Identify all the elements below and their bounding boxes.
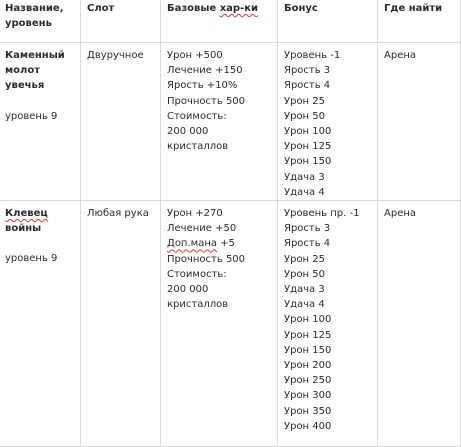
bonus-line: Удача 3 [284, 284, 325, 296]
bonus-line: Ярость 4 [284, 238, 331, 250]
bonus-line: Ярость 3 [284, 65, 331, 77]
bonus-line: Урон 350 [284, 405, 332, 417]
stat-price: 200 000 кристаллов [167, 126, 229, 153]
item-slot: Двуручное [81, 43, 161, 201]
bonus-line: Урон 100 [284, 314, 332, 326]
item-bonus-cell [278, 201, 378, 447]
stat-line: Стоимость: [167, 110, 227, 122]
stat-line: Прочность 500 [167, 95, 246, 107]
bonus-line: Удача 4 [284, 299, 325, 311]
item-location: Арена [378, 43, 461, 201]
bonus-line: Урон 100 [284, 126, 332, 138]
item-name: Клевец войны [5, 208, 48, 235]
item-name-misspelled-word: Клевец [5, 208, 48, 220]
table-header-row [0, 0, 461, 43]
stat-line: Прочность 500 [167, 253, 246, 265]
bonus-line: Урон 25 [284, 253, 326, 265]
stat-line: Лечение +50 [167, 223, 237, 235]
bonus-line: Урон 150 [284, 344, 332, 356]
item-bonus-cell [278, 43, 378, 201]
bonus-line: Урон 300 [284, 390, 332, 402]
stat-line: Лечение +150 [167, 65, 243, 77]
bonus-line: Урон 150 [284, 156, 332, 168]
bonus-line: Урон 125 [284, 329, 332, 341]
header-location: Где найти [378, 0, 461, 43]
bonus-line: Ярость 3 [284, 223, 331, 235]
stat-line: Урон +270 [167, 208, 223, 220]
item-name: Каменный молот увечья [5, 50, 65, 92]
stat-line: Ярость +10% [167, 80, 238, 92]
bonus-line: Удача 3 [284, 171, 325, 183]
bonus-line: Уровень пр. -1 [284, 208, 360, 220]
bonus-line: Урон 250 [284, 375, 332, 387]
table-row [0, 201, 461, 447]
bonus-line: Урон 50 [284, 110, 326, 122]
stat-line: Стоимость: [167, 268, 227, 280]
header-base-stats: Базовые хар-ки [161, 0, 278, 43]
item-slot: Любая рука [81, 201, 161, 447]
bonus-line: Урон 25 [284, 95, 326, 107]
header-bonus: Бонус [278, 0, 378, 43]
header-name-level: Название, уровень [0, 0, 81, 43]
item-level: уровень 9 [5, 253, 58, 265]
bonus-line: Урон 50 [284, 268, 326, 280]
header-slot: Слот [81, 0, 161, 43]
table-row [0, 43, 461, 201]
item-stats-cell [161, 201, 278, 447]
item-name-cell [0, 201, 81, 447]
stat-line: Доп.мана +5 [167, 238, 235, 250]
stat-misspelled-word: Доп.мана [167, 238, 217, 250]
bonus-line: Уровень -1 [284, 50, 341, 61]
stat-price: 200 000 кристаллов [167, 284, 229, 311]
header-base-stats-word: хар-ки [219, 3, 258, 14]
item-name-cell [0, 43, 81, 201]
bonus-line: Урон 125 [284, 141, 332, 153]
stat-line: Урон +500 [167, 50, 223, 61]
bonus-line: Урон 200 [284, 360, 332, 372]
bonus-line: Удача 4 [284, 186, 325, 198]
bonus-line: Урон 400 [284, 420, 332, 432]
item-stats-cell [161, 43, 278, 201]
bonus-line: Ярость 4 [284, 80, 331, 92]
item-location: Арена [378, 201, 461, 447]
item-level: уровень 9 [5, 110, 58, 122]
